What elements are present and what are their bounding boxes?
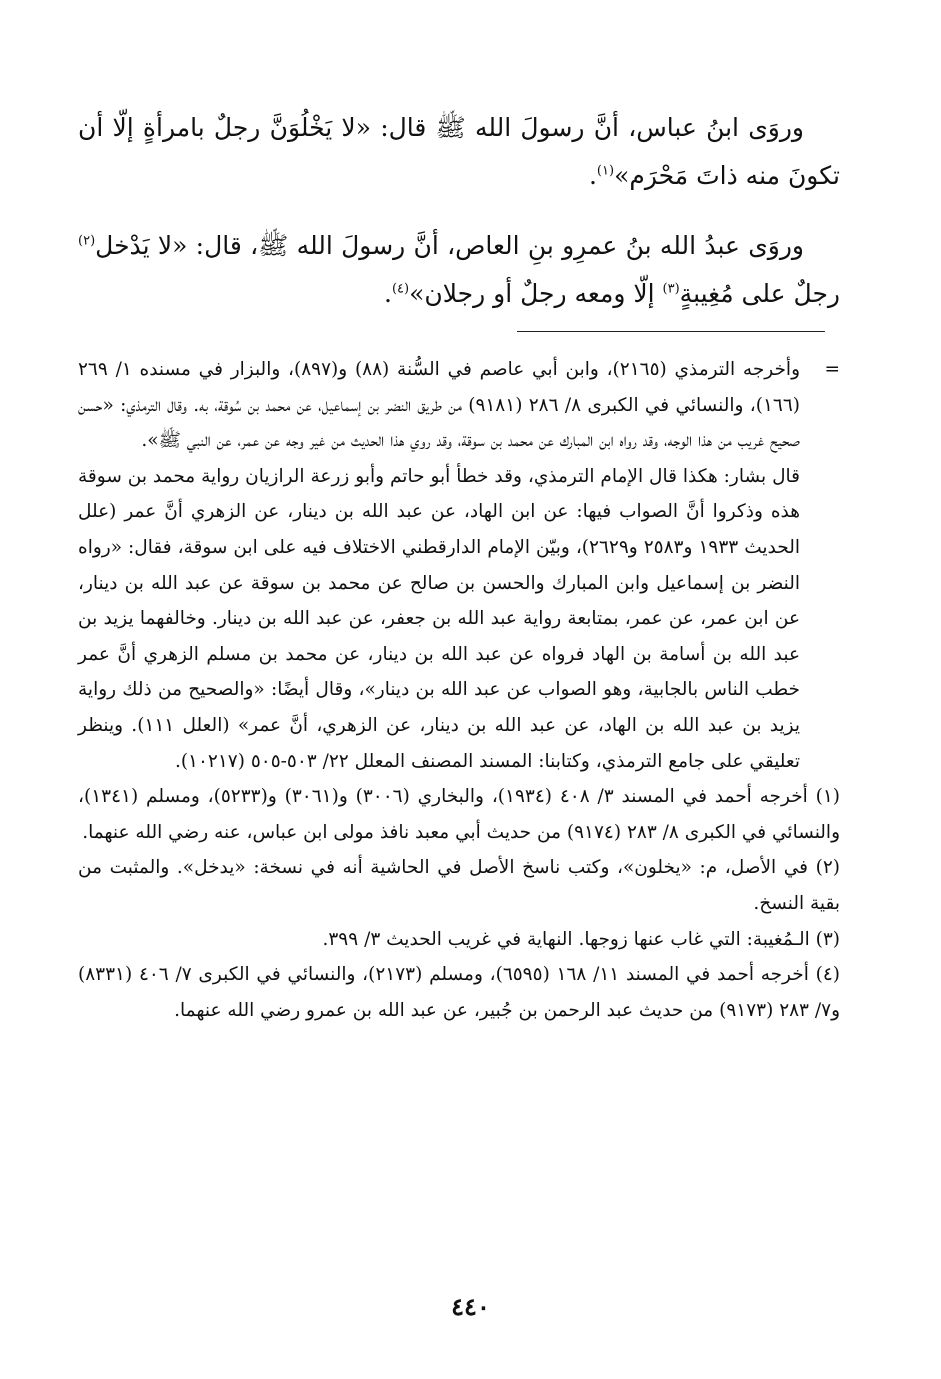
footnote-ref-2[interactable]: (٢): [78, 233, 96, 249]
main-text-p1: وروَى ابنُ عباس، أنَّ رسولَ الله ﷺ قال: «لا يَخْلُوَنَّ رجلٌ بامرأةٍ إلّا أن تكونَ منه ذاتَ مَحْرَم»: [78, 113, 840, 190]
footnote-separator: [517, 331, 825, 332]
main-text-p2-c: إلّا ومعه رجلٌ أو رجلان»: [409, 279, 663, 308]
footnote-4: (٤) أخرجه أحمد في المسند ١١/ ١٦٨ (٦٥٩٥)، ومسلم (٢١٧٣)، والنسائي في الكبرى ٧/ ٤٠٦ (٨٣٣١) و٧/ ٢٨٣ (٩١٧٣) من حديث عبد الرحمن بن جُبير، عن عبد الله بن عمرو رضي الله عنهما.: [78, 964, 840, 1021]
main-paragraph-1: [78, 104, 840, 200]
main-text-p2-b: رجلٌ على مُغِيبةٍ: [679, 279, 840, 308]
footnotes-section: [78, 352, 840, 1028]
footnote-continued: [78, 352, 840, 779]
main-paragraph-2: [78, 222, 840, 318]
main-text-p1-end: .: [588, 161, 597, 190]
footnote-continued-text-1: وأخرجه الترمذي (٢١٦٥)، وابن أبي عاصم في السُّنة (٨٨) و(٨٩٧)، والبزار في مسنده ١/ ٢٦٩ (١٦٦)، والنسائي في الكبرى ٨/ ٢٨٦ (٩١٨١) من طريق النضر بن إسماعيل، عن محمد بن سُوقة، به. وقال الترمذي: «حسن صحيح غريب من هذا الوجه، وقد رواه ابن المبارك عن محمد بن سوقة، وقد روي هذا الحديث من غير وجه عن عمر، عن النبي ﷺ».: [78, 359, 801, 452]
footnote-ref-1[interactable]: (١): [596, 163, 615, 179]
footnote-2: (٢) في الأصل، م: «يخلون»، وكتب ناسخ الأصل في الحاشية أنه في نسخة: «يدخل». والمثبت من بقية النسخ.: [78, 857, 840, 914]
footnote-3: (٣) الـمُغيبة: التي غاب عنها زوجها. النهاية في غريب الحديث ٣/ ٣٩٩.: [322, 928, 840, 950]
footnote-ref-3[interactable]: (٣): [662, 281, 680, 297]
footnote-1: (١) أخرجه أحمد في المسند ٣/ ٤٠٨ (١٩٣٤)، والبخاري (٣٠٠٦) و(٣٠٦١) و(٥٢٣٣)، ومسلم (١٣٤١)، والنسائي في الكبرى ٨/ ٢٨٣ (٩١٧٤) من حديث أبي معبد نافذ مولى ابن عباس، عنه رضي الله عنهما.: [78, 786, 841, 843]
main-text-p2-end: .: [383, 279, 392, 308]
main-text-p2-a: وروَى عبدُ الله بنُ عمرِو بنِ العاص، أنَّ رسولَ الله ﷺ، قال: «لا يَدْخل: [95, 231, 804, 260]
page-number: ٤٤٠: [451, 1292, 490, 1321]
continuation-mark: =: [824, 359, 840, 380]
footnote-continued-text-2: قال بشار: هكذا قال الإمام الترمذي، وقد خطأ أبو حاتم وأبو زرعة الرازيان رواية محمد بن سوقة هذه وذكروا أنَّ الصواب فيها: عن ابن الهاد، عن عبد الله بن دينار، عن الزهري أنَّ عمر (علل الحديث ١٩٣٣ و٢٥٨٣ و٢٦٢٩)، وبيّن الإمام الدارقطني الاختلاف فيه على ابن سوقة، فقال: «رواه النضر بن إسماعيل وابن المبارك والحسن بن صالح عن محمد بن سوقة عن عبد الله بن دينار، عن ابن عمر، عن عمر، بمتابعة رواية عبد الله بن جعفر، عن عبد الله بن دينار. وخالفهما يزيد بن عبد الله بن أسامة بن الهاد فرواه عن عبد الله بن دينار، عن محمد بن مسلم الزهري أنَّ عمر خطب الناس بالجابية، وهو الصواب عن عبد الله بن دينار»، وقال أيضًا: «والصحيح من ذلك رواية يزيد بن عبد الله بن الهاد، عن عبد الله بن دينار، عن الزهري، أنَّ عمر» (العلل ١١١). وينظر تعليقي على جامع الترمذي، وكتابنا: المسند المصنف المعلل ٢٢/ ٥٠٣-٥٠٥ (١٠٢١٧).: [78, 465, 800, 772]
footnote-ref-4[interactable]: (٤): [391, 281, 410, 297]
